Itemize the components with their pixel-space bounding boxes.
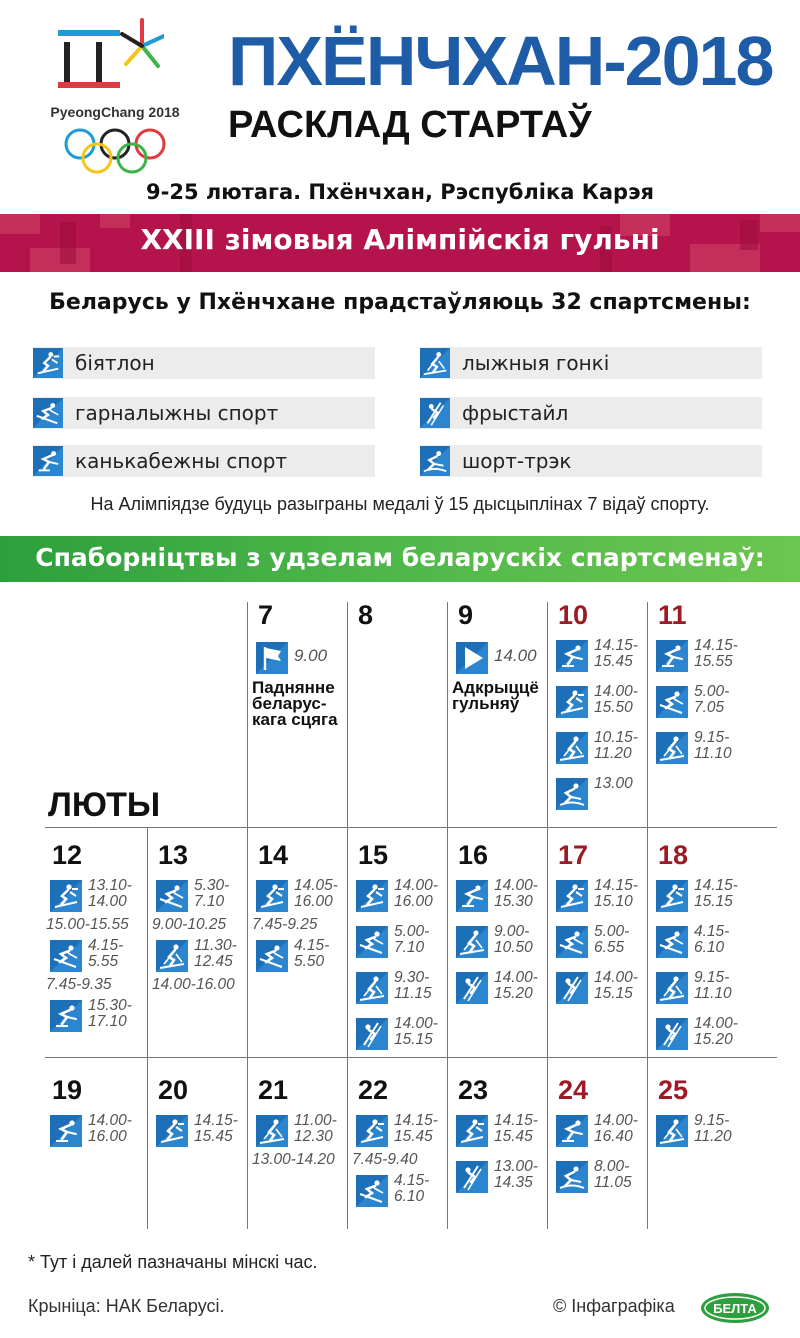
grid-line <box>447 1057 448 1229</box>
event-time: 5.00- 7.05 <box>694 683 730 716</box>
alpine-skiing-icon <box>33 397 63 429</box>
biathlon-icon <box>456 1115 488 1147</box>
event-time: 14.05- 16.00 <box>294 877 338 910</box>
day-number: 25 <box>658 1075 689 1105</box>
day-number: 20 <box>158 1075 189 1105</box>
grid-line <box>247 602 248 827</box>
alpine-skiing-icon <box>656 926 688 958</box>
day-number: 11 <box>658 600 687 630</box>
event-time: 9.15- 11.10 <box>694 729 732 762</box>
event-time: 9.00- 10.50 <box>494 923 533 956</box>
event-time: 14.15- 15.45 <box>194 1112 238 1145</box>
freestyle-icon <box>556 972 588 1004</box>
day-number: 7 <box>258 600 274 630</box>
sport-label: біятлон <box>75 351 155 375</box>
medals-note: На Алімпіядзе будуць разыграны медалі ў 15 дысцыплінах 7 відаў спорту. <box>90 494 710 514</box>
play-icon <box>456 642 488 674</box>
speed-skating-icon <box>556 640 588 672</box>
event-time: 5.00- 6.55 <box>594 923 630 956</box>
event-time: 14.15- 15.45 <box>594 637 638 670</box>
month-label: ЛЮТЫ <box>48 786 161 824</box>
biathlon-icon <box>33 347 63 379</box>
flag-icon <box>256 642 288 674</box>
event-extra-time: 9.00-10.25 <box>152 916 227 933</box>
event-extra-time: 13.00-14.20 <box>252 1151 335 1168</box>
games-banner <box>0 214 800 272</box>
event-time: 14.00- 15.20 <box>494 969 538 1002</box>
sport-label: лыжныя гонкі <box>462 351 610 375</box>
cross-country-skiing-icon <box>656 732 688 764</box>
event-time: 14.15- 15.55 <box>694 637 738 670</box>
grid-line <box>547 1057 548 1229</box>
cross-country-skiing-icon <box>356 972 388 1004</box>
speed-skating-icon <box>50 1115 82 1147</box>
event-time: 13.00 <box>594 775 633 792</box>
event-extra-time: 15.00-15.55 <box>46 916 129 933</box>
day-number: 14 <box>258 840 289 870</box>
day-number: 8 <box>358 600 374 630</box>
competitions-banner-text: Спаборніцтвы з удзелам беларускіх спартсменаў: <box>35 543 765 572</box>
grid-line <box>547 602 548 827</box>
games-banner-text: XXIII зімовыя Алімпійскія гульні <box>140 223 660 256</box>
event-time: 11.30- 12.45 <box>194 937 237 970</box>
biathlon-icon <box>656 880 688 912</box>
day-number: 24 <box>558 1075 589 1105</box>
biathlon-icon <box>50 880 82 912</box>
event-time: 14.15- 15.15 <box>694 877 738 910</box>
event-time: 14.15- 15.45 <box>394 1112 438 1145</box>
grid-line <box>647 602 648 827</box>
cross-country-skiing-icon <box>556 732 588 764</box>
event-time: 4.15- 5.50 <box>294 937 330 970</box>
day-number: 15 <box>358 840 389 870</box>
event-time: 9.30- 11.15 <box>394 969 432 1002</box>
footnote: * Тут і далей пазначаны мінскі час. <box>28 1252 318 1272</box>
event-time: 5.00- 7.10 <box>394 923 430 956</box>
biathlon-icon <box>356 880 388 912</box>
speed-skating-icon <box>656 640 688 672</box>
grid-line <box>347 1057 348 1229</box>
speed-skating-icon <box>50 1000 82 1032</box>
event-time: 14.00- 15.15 <box>594 969 638 1002</box>
team-heading: Беларусь у Пхёнчхане прадстаўляюць 32 спартсмены: <box>49 290 751 315</box>
grid-line <box>647 827 648 1057</box>
event-time: 10.15- 11.20 <box>594 729 638 762</box>
alpine-skiing-icon <box>256 940 288 972</box>
grid-line <box>547 827 548 1057</box>
event-time: 4.15- 5.55 <box>88 937 124 970</box>
ceremony-label: Адкрыццё гульняў <box>452 678 539 713</box>
sport-label: фрыстайл <box>462 401 569 425</box>
day-number: 17 <box>558 840 589 870</box>
alpine-skiing-icon <box>356 1175 388 1207</box>
event-time: 14.00- 16.40 <box>594 1112 638 1145</box>
cross-country-skiing-icon <box>420 347 450 379</box>
grid-line <box>147 827 148 1057</box>
belta-logo <box>700 1292 770 1324</box>
event-time: 9.00 <box>294 646 328 665</box>
event-time: 14.00- 16.00 <box>394 877 438 910</box>
event-time: 11.00- 12.30 <box>294 1112 337 1145</box>
short-track-icon <box>556 778 588 810</box>
alpine-skiing-icon <box>556 926 588 958</box>
event-extra-time: 7.45-9.40 <box>352 1151 418 1168</box>
cross-country-skiing-icon <box>656 1115 688 1147</box>
freestyle-icon <box>456 972 488 1004</box>
biathlon-icon <box>156 1115 188 1147</box>
event-time: 14.00- 15.50 <box>594 683 638 716</box>
grid-line <box>45 827 777 828</box>
pyeongchang-emblem-icon <box>54 16 164 96</box>
speed-skating-icon <box>456 880 488 912</box>
sport-item <box>420 397 762 429</box>
event-time: 15.30- 17.10 <box>88 997 132 1030</box>
alpine-skiing-icon <box>356 926 388 958</box>
sport-item <box>33 445 375 477</box>
day-number: 12 <box>52 840 83 870</box>
event-time: 4.15- 6.10 <box>394 1172 430 1205</box>
sport-item <box>33 347 375 379</box>
grid-line <box>45 1057 777 1058</box>
logo-text: PyeongChang 2018 <box>50 104 180 120</box>
page-subtitle: РАСКЛАД СТАРТАЎ <box>228 104 592 146</box>
grid-line <box>647 1057 648 1229</box>
biathlon-icon <box>556 686 588 718</box>
event-extra-time: 7.45-9.25 <box>252 916 318 933</box>
event-time: 14.15- 15.10 <box>594 877 638 910</box>
day-number: 19 <box>52 1075 83 1105</box>
event-extra-time: 7.45-9.35 <box>46 976 112 993</box>
sport-item <box>420 445 762 477</box>
cross-country-skiing-icon <box>256 1115 288 1147</box>
grid-line <box>347 602 348 827</box>
biathlon-icon <box>256 880 288 912</box>
grid-line <box>147 1057 148 1229</box>
event-time: 8.00- 11.05 <box>594 1158 632 1191</box>
speed-skating-icon <box>33 445 63 477</box>
sport-label: шорт-трэк <box>462 449 572 473</box>
grid-line <box>247 827 248 1057</box>
freestyle-icon <box>420 397 450 429</box>
event-time: 14.00 <box>494 646 537 665</box>
event-extra-time: 14.00-16.00 <box>152 976 235 993</box>
event-time: 13.00- 14.35 <box>494 1158 538 1191</box>
event-time: 14.00- 15.20 <box>694 1015 738 1048</box>
event-time: 14.00- 15.15 <box>394 1015 438 1048</box>
sport-item <box>420 347 762 379</box>
sport-item <box>33 397 375 429</box>
ceremony-label: Паднянне беларус- кага сцяга <box>252 678 338 729</box>
day-number: 18 <box>658 840 689 870</box>
competitions-banner <box>0 536 800 582</box>
short-track-icon <box>556 1161 588 1193</box>
alpine-skiing-icon <box>656 686 688 718</box>
speed-skating-icon <box>556 1115 588 1147</box>
event-time: 5.30- 7.10 <box>194 877 230 910</box>
pyeongchang-logo <box>40 16 190 166</box>
day-number: 10 <box>558 600 589 630</box>
grid-line <box>447 602 448 827</box>
event-time: 9.15- 11.10 <box>694 969 732 1002</box>
day-number: 21 <box>258 1075 289 1105</box>
sport-label: гарналыжны спорт <box>75 401 279 425</box>
day-number: 13 <box>158 840 189 870</box>
grid-line <box>347 827 348 1057</box>
short-track-icon <box>420 445 450 477</box>
day-number: 23 <box>458 1075 489 1105</box>
day-number: 16 <box>458 840 489 870</box>
freestyle-icon <box>656 1018 688 1050</box>
event-time: 4.15- 6.10 <box>694 923 730 956</box>
cross-country-skiing-icon <box>456 926 488 958</box>
alpine-skiing-icon <box>156 880 188 912</box>
biathlon-icon <box>556 880 588 912</box>
event-time: 14.00- 16.00 <box>88 1112 132 1145</box>
biathlon-icon <box>356 1115 388 1147</box>
freestyle-icon <box>456 1161 488 1193</box>
event-dates: 9-25 лютага. Пхёнчхан, Рэспубліка Карэя <box>146 180 654 204</box>
grid-line <box>247 1057 248 1229</box>
sport-label: канькабежны спорт <box>75 449 288 473</box>
cross-country-skiing-icon <box>156 940 188 972</box>
event-time: 13.10- 14.00 <box>88 877 132 910</box>
day-number: 22 <box>358 1075 389 1105</box>
event-time: 14.00- 15.30 <box>494 877 538 910</box>
day-number: 9 <box>458 600 474 630</box>
olympic-rings-icon <box>62 126 168 176</box>
page-title: ПХЁНЧХАН-2018 <box>228 22 773 100</box>
belta-logo-text: БЕЛТА <box>713 1301 757 1316</box>
source-note: Крыніца: НАК Беларусі. <box>28 1296 225 1316</box>
credit-note: © Інфаграфіка <box>553 1296 675 1316</box>
freestyle-icon <box>356 1018 388 1050</box>
cross-country-skiing-icon <box>656 972 688 1004</box>
grid-line <box>447 827 448 1057</box>
event-time: 9.15- 11.20 <box>694 1112 732 1145</box>
alpine-skiing-icon <box>50 940 82 972</box>
event-time: 14.15- 15.45 <box>494 1112 538 1145</box>
